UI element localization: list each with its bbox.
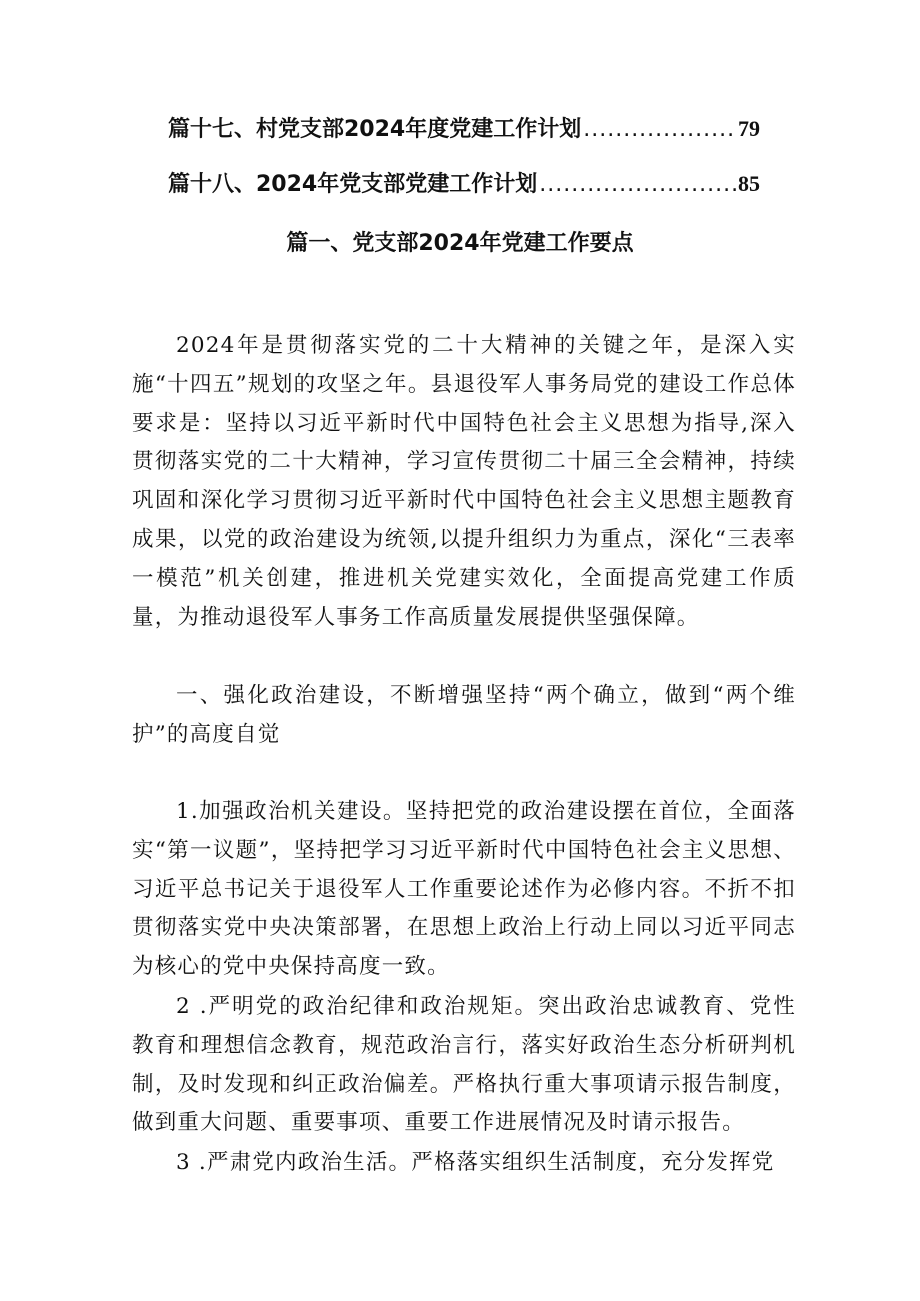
body-paragraph: 2 .严明党的政治纪律和政治规矩。突出政治忠诚教育、党性教育和理想信念教育，规范政治言行，落实好政治生态分析研判机制，及时发现和纠正政治偏差。严格执行重大事项请示报告制度，做到重大问题、重要事项、重要工作进展情况及时请示报告。 [132,994,796,1136]
document-title: 篇一、党支部2024年党建工作要点 [286,231,634,256]
intro-paragraph: 2024年是贯彻落实党的二十大精神的关键之年，是深入实施“十四五”规划的攻坚之年。县退役军人事务局党的建设工作总体要求是：坚持以习近平新时代中国特色社会主义思想为指导,深入贯彻落实党的二十大精神，学习宣传贯彻二十届三全会精神，持续巩固和深化学习贯彻习近平新时代中国特色社会主义思想主题教育成果，以党的政治建设为统领,以提升组织力为重点，深化“三表率一模范”机关创建，推进机关党建实效化，全面提高党建工作质量，为推动退役军人事务工作高质量发展提供坚强保障。 [132,333,796,630]
toc-entry-label: 篇十七、村党支部2024年度党建工作计划 [168,117,582,142]
toc-entry[interactable] [168,112,760,152]
toc-leader-dots [539,172,736,197]
toc-page-number: 79 [738,116,760,141]
toc-entry[interactable] [168,167,760,207]
toc-entry-label: 篇十八、2024年党支部党建工作计划 [168,172,538,197]
toc-leader-dots [583,117,736,142]
toc-page-number: 85 [738,171,760,196]
body-paragraph: 1.加强政治机关建设。坚持把党的政治建设摆在首位，全面落实“第一议题”，坚持把学习习近平新时代中国特色社会主义思想、习近平总书记关于退役军人工作重要论述作为必修内容。不折不扣贯彻落实党中央决策部署，在思想上政治上行动上同以习近平同志为核心的党中央保持高度一致。 [132,799,796,980]
section-heading: 一、强化政治建设，不断增强坚持“两个确立，做到“两个维护”的高度自觉 [132,683,796,747]
body-paragraph: 3 .严肃党内政治生活。严格落实组织生活制度，充分发挥党 [176,1150,775,1175]
